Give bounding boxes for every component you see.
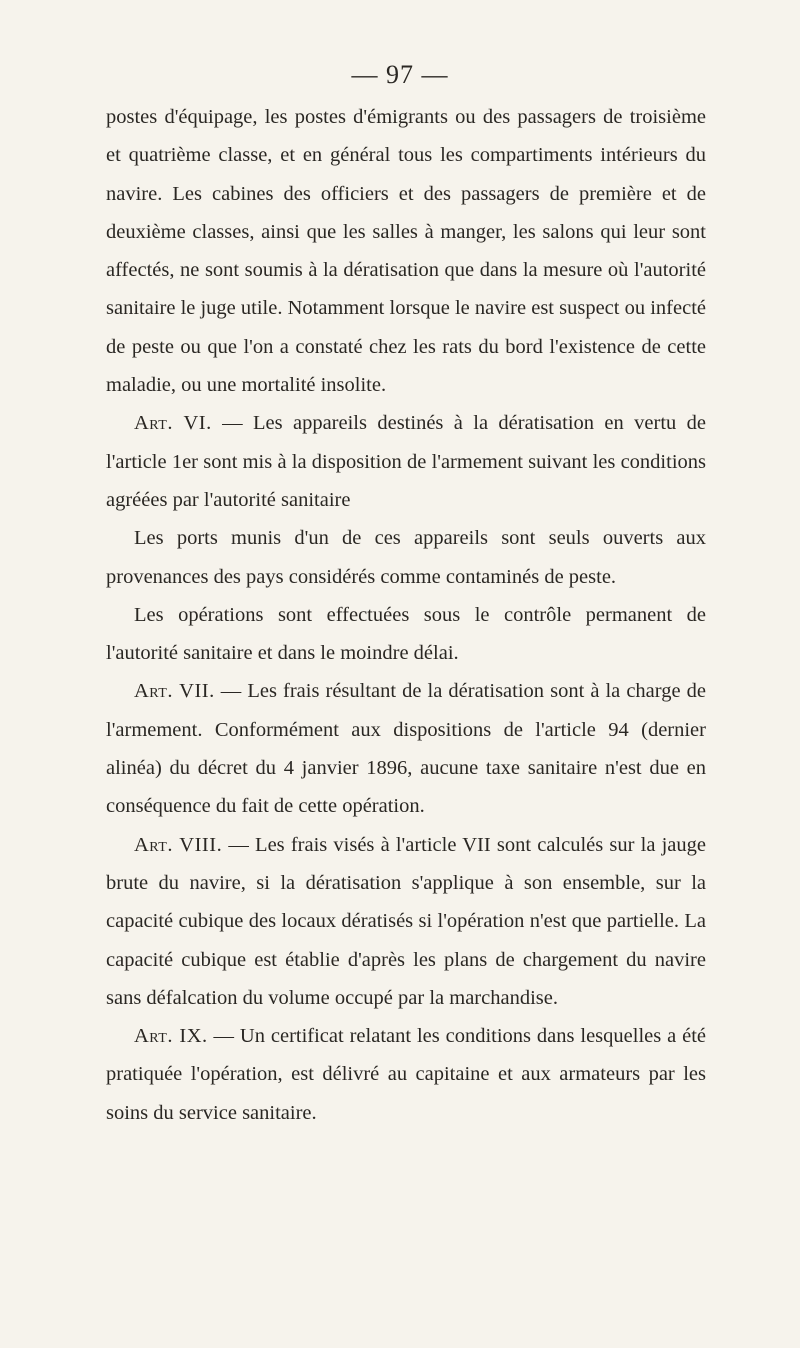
paragraph-text: — Les appareils destinés à la dératisation en vertu de l'article 1er sont mis à la disposition de l'armement suivant les conditions agréées par l'autorité sanitaire — [106, 412, 706, 511]
article-ix-paragraph — [106, 1017, 706, 1132]
operations-paragraph — [106, 596, 706, 673]
paragraph-text: — Les frais visés à l'article VII sont calculés sur la jauge brute du navire, si la dératisation s'applique à son ensemble, sur la capacité cubique des locaux dératisés si l'opération n'est que partielle. La capacité cubique est établie d'après les plans de chargement du navire sans défalcation du volume occupé par la marchandise. — [106, 833, 706, 1009]
article-viii-paragraph — [106, 826, 706, 1017]
article-vi-paragraph — [106, 404, 706, 519]
paragraph-text: — Les frais résultant de la dératisation sont à la charge de l'armement. Conformément aux dispositions de l'article 94 (dernier alinéa) du décret du 4 janvier 1896, aucune taxe sanitaire n'est due en conséquence du fait de cette opération. — [106, 680, 706, 818]
article-label: Art. IX. — [134, 1025, 208, 1048]
page-number: — 97 — — [351, 60, 449, 89]
paragraph-text: Les opérations sont effectuées sous le contrôle permanent de l'autorité sanitaire et dans le moindre délai. — [106, 603, 706, 665]
body-text — [106, 98, 706, 1132]
article-label: Art. VIII. — [134, 833, 223, 856]
article-label: Art. VI. — [134, 412, 212, 435]
paragraph-text: postes d'équipage, les postes d'émigrants ou des passagers de troisième et quatrième classe, et en général tous les compartiments intérieurs du navire. Les cabines des officiers et des passagers de première et de deuxième classes, ainsi que les salles à manger, les salons qui leur sont affectés, ne sont soumis à la dératisation que dans la mesure où l'autorité sanitaire le juge utile. Notamment lorsque le navire est suspect ou infecté de peste ou que l'on a constaté chez les rats du bord l'existence de cette maladie, ou une mortalité insolite. — [106, 106, 706, 397]
article-label: Art. VII. — [134, 680, 215, 703]
article-vii-paragraph — [106, 672, 706, 825]
paragraph-continuation — [106, 98, 706, 404]
paragraph-text: Les ports munis d'un de ces appareils sont seuls ouverts aux provenances des pays considérés comme contaminés de peste. — [106, 527, 706, 588]
paragraph-text: — Un certificat relatant les conditions dans lesquelles a été pratiquée l'opération, est délivré au capitaine et aux armateurs par les soins du service sanitaire. — [106, 1025, 706, 1124]
ports-paragraph — [106, 519, 706, 596]
